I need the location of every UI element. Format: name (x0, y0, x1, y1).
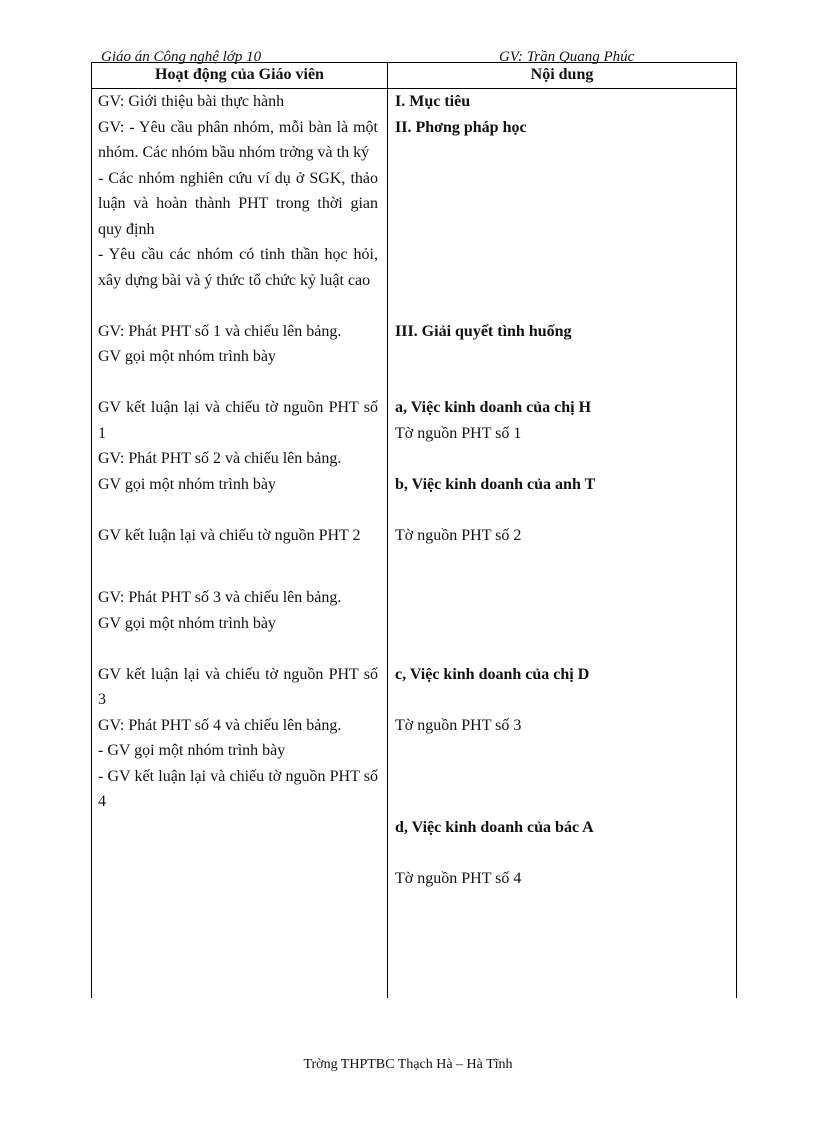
column-divider (387, 63, 388, 998)
situation-c-source: Tờ nguồn PHT số 3 (395, 716, 522, 734)
situation-d-source: Tờ nguồn PHT số 4 (395, 869, 522, 887)
activity-pht3-conclude: GV kết luận lại và chiếu tờ nguồn PHT số 3 (98, 665, 378, 708)
column-header-teacher-activity: Hoạt động của Giáo viên (155, 66, 324, 83)
section-methods: II. Phơng pháp học (395, 118, 527, 136)
header-teacher-name: GV: Trần Quang Phúc (499, 49, 635, 65)
activity-pht1-hand-out: GV: Phát PHT số 1 và chiếu lên bảng. (98, 322, 342, 340)
situation-a-source: Tờ nguồn PHT số 1 (395, 424, 522, 442)
activity-pht4-present: - GV gọi một nhóm trình bày (98, 742, 286, 759)
situation-c-heading: c, Việc kinh doanh của chị D (395, 665, 590, 683)
section-situations: III. Giải quyết tình huống (395, 322, 572, 340)
lesson-table (91, 62, 737, 998)
situation-d-heading: d, Việc kinh doanh của bác A (395, 818, 594, 836)
activity-pht3-present: GV gọi một nhóm trình bày (98, 614, 276, 632)
activity-pht1-conclude: GV kết luận lại và chiếu tờ nguồn PHT số 1 (98, 399, 378, 442)
activity-intro: GV: Giới thiệu bài thực hành (98, 93, 285, 110)
section-objectives: I. Mục tiêu (395, 93, 471, 110)
activity-pht2-hand-out: GV: Phát PHT số 2 và chiếu lên bảng. (98, 450, 342, 467)
situation-b-source: Tờ nguồn PHT số 2 (395, 526, 522, 544)
activity-pht2-present: GV gọi một nhóm trình bày (98, 475, 276, 493)
activity-pht3-hand-out: GV: Phát PHT số 3 và chiếu lên bảng. (98, 589, 342, 606)
activity-discipline: - Yêu cầu các nhóm có tinh thần học hỏi, xây dựng bài và ý thức tổ chức kỷ luật cao (98, 246, 378, 289)
header-course-title: Giáo án Công nghệ lớp 10 (101, 49, 262, 65)
activity-grouping: GV: - Yêu cầu phân nhóm, mỗi bàn là một nhóm. Các nhóm bầu nhóm trởng và th ký (98, 118, 378, 161)
footer-school-name: Trờng THPTBC Thạch Hà – Hà Tĩnh (303, 1057, 513, 1072)
situation-a-heading: a, Việc kinh doanh của chị H (395, 399, 592, 416)
activity-pht2-conclude: GV kết luận lại và chiếu tờ nguồn PHT 2 (98, 526, 361, 544)
activity-pht1-present: GV gọi một nhóm trình bày (98, 348, 276, 365)
column-header-content: Nội dung (530, 66, 594, 83)
activity-pht4-conclude: - GV kết luận lại và chiếu tờ nguồn PHT số 4 (98, 767, 378, 810)
teacher-activity-column (98, 89, 378, 815)
activity-research: - Các nhóm nghiên cứu ví dụ ở SGK, thảo luận và hoàn thành PHT trong thời gian quy định (98, 169, 378, 238)
situation-b-heading: b, Việc kinh doanh của anh T (395, 475, 596, 493)
activity-pht4-hand-out: GV: Phát PHT số 4 và chiếu lên bảng. (98, 716, 342, 734)
content-column (395, 89, 725, 891)
